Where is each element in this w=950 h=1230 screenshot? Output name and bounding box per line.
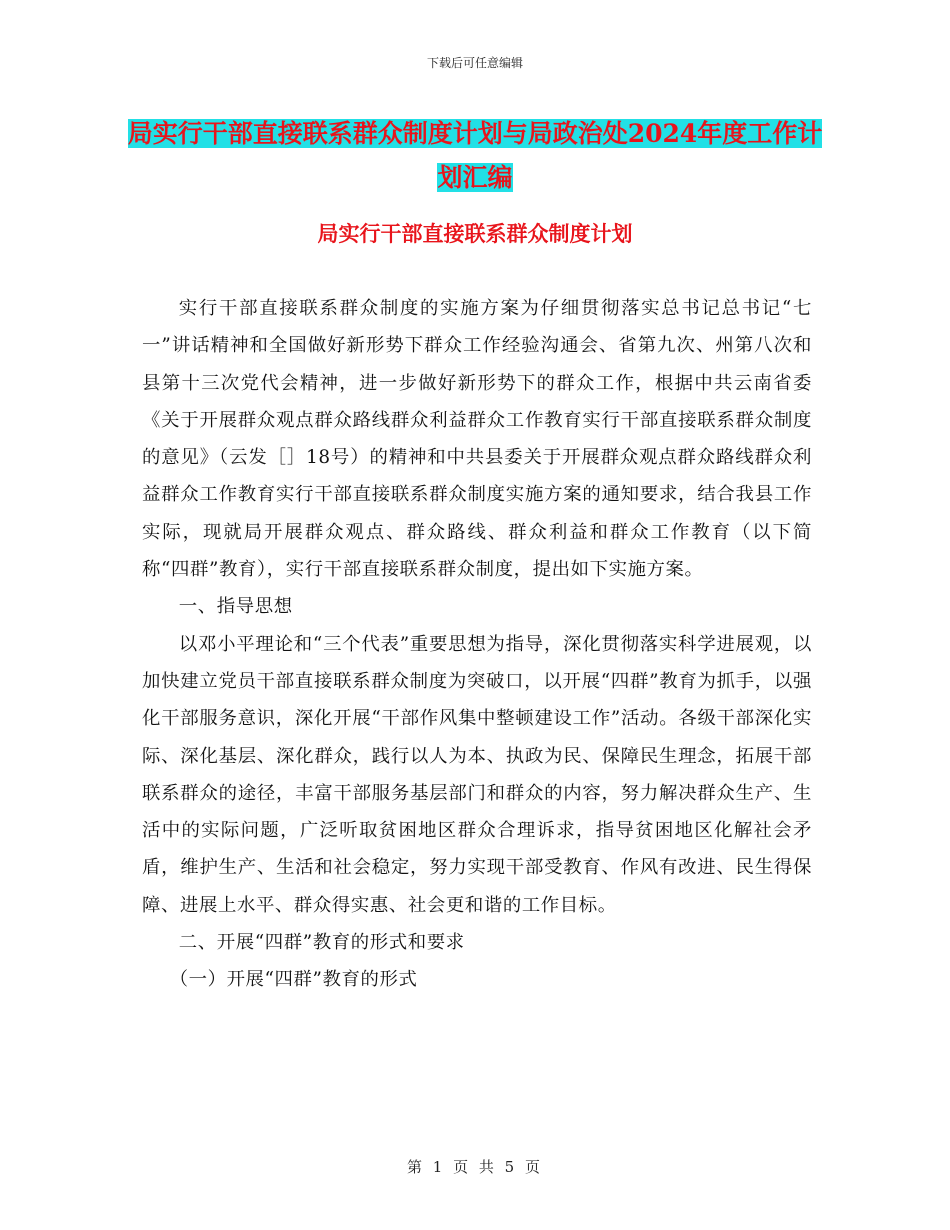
page-header-note: 下载后可任意编辑 — [426, 56, 523, 70]
section-title: 局实行干部直接联系群众制度计划 — [317, 221, 633, 246]
subheading-forms: （一）开展“四群”教育的形式 — [169, 969, 418, 991]
document-body — [142, 290, 812, 999]
document-title — [120, 112, 830, 200]
page-number-footer: 第 1 页 共 5 页 — [407, 1158, 543, 1176]
paragraph-intro: 实行干部直接联系群众制度的实施方案为仔细贯彻落实总书记总书记“七一”讲话精神和全国做好新形势下群众工作经验沟通会、省第九次、州第八次和县第十三次党代会精神，进一步做好新形势下的群众工作，根据中共云南省委《关于开展群众观点群众路线群众利益群众工作教育实行干部直接联系群众制度的意见》（云发［］18号）的精神和中共县委关于开展群众观点群众路线群众利益群众工作教育实行干部直接联系群众制度实施方案的通知要求，结合我县工作实际，现就局开展群众观点、群众路线、群众利益和群众工作教育（以下简称“四群”教育），实行干部直接联系群众制度，提出如下实施方案。 — [142, 298, 812, 581]
paragraph-guiding-thought: 以邓小平理论和“三个代表”重要思想为指导，深化贯彻落实科学进展观，以加快建立党员干部直接联系群众制度为突破口，以开展“四群”教育为抓手，以强化干部服务意识，深化开展“干部作风集中整顿建设工作”活动。各级干部深化实际、深化基层、深化群众，践行以人为本、执政为民、保障民生理念，拓展干部联系群众的途径，丰富干部服务基层部门和群众的内容，努力解决群众生产、生活中的实际问题，广泛听取贫困地区群众合理诉求，指导贫困地区化解社会矛盾，维护生产、生活和社会稳定，努力实现干部受教育、作风有改进、民生得保障、进展上水平、群众得实惠、社会更和谐的工作目标。 — [142, 633, 812, 916]
heading-forms-requirements: 二、开展“四群”教育的形式和要求 — [178, 932, 465, 954]
document-title-text: 局实行干部直接联系群众制度计划与局政治处2024年度工作计划汇编 — [127, 119, 823, 192]
heading-guiding-thought: 一、指导思想 — [178, 596, 293, 618]
